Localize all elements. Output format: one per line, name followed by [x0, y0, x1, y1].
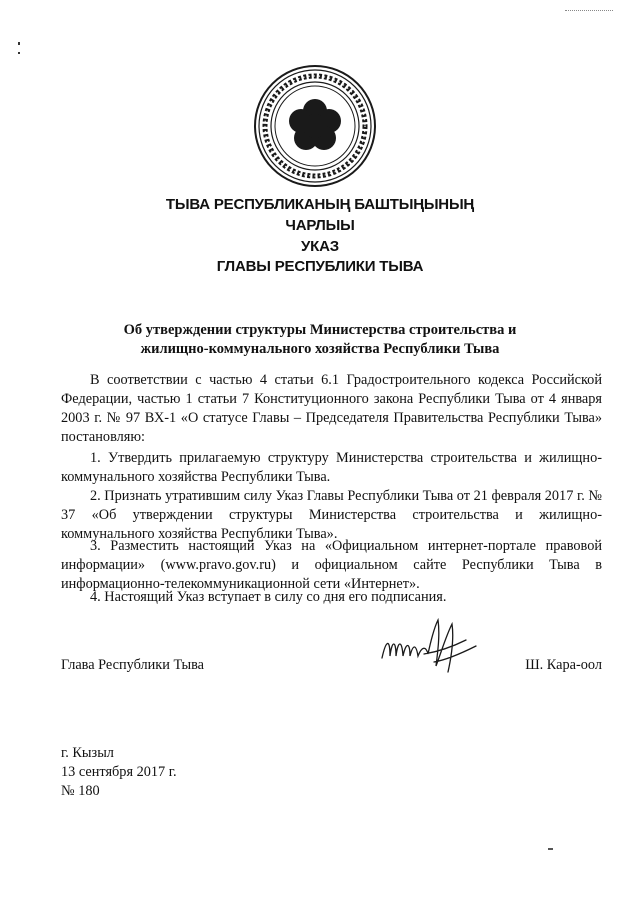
item-1-paragraph: 1. Утвердить прилагаемую структуру Министерства строительства и жилищно-коммунального хозяйства Республики Тыва.: [61, 450, 602, 485]
footer-city: г. Кызыл: [61, 745, 114, 761]
scan-speck: [18, 52, 20, 54]
signatory-position: Глава Республики Тыва: [61, 657, 204, 673]
footer-number: № 180: [61, 783, 100, 799]
scan-speck: [565, 10, 613, 13]
decree-title-line-1: Об утверждении структуры Министерства строительства и: [123, 322, 517, 338]
emblem-seal: [253, 64, 377, 188]
item-3-paragraph: 3. Разместить настоящий Указ на «Официальном интернет-портале правовой информации» (www.pravo.gov.ru) и официальном сайте Республики Тыва в информационно-телекоммуникационной сети «Интернет».: [61, 538, 602, 592]
decree-label: УКАЗ: [301, 238, 339, 255]
signatory-name: Ш. Кара-оол: [525, 657, 602, 673]
handwritten-signature: [376, 610, 486, 680]
scan-speck: [548, 848, 553, 850]
preamble-paragraph: В соответствии с частью 4 статьи 6.1 Градостроительного кодекса Российской Федерации, частью 1 статьи 7 Конституционного закона Республики Тыва от 4 января 2003 г. № 97 ВХ-1 «О статусе Главы – Председателя Правительства Республики Тыва» постановляю:: [61, 372, 602, 445]
decree-title-line-2: жилищно-коммунального хозяйства Республики Тыва: [140, 341, 500, 357]
item-4-paragraph: 4. Настоящий Указ вступает в силу со дня его подписания.: [90, 589, 447, 605]
header-line-1: ТЫВА РЕСПУБЛИКАНЫҢ БАШТЫҢЫНЫҢ: [165, 196, 475, 213]
header-line-4: ГЛАВЫ РЕСПУБЛИКИ ТЫВА: [216, 258, 424, 275]
header-line-2: ЧАРЛЫЫ: [285, 217, 355, 234]
footer-date: 13 сентября 2017 г.: [61, 764, 177, 780]
scan-speck: [18, 42, 20, 45]
item-2-paragraph: 2. Признать утратившим силу Указ Главы Республики Тыва от 21 февраля 2017 г. № 37 «Об утверждении структуры Министерства строительства и жилищно-коммунального хозяйства Республики Тыва».: [61, 488, 602, 542]
